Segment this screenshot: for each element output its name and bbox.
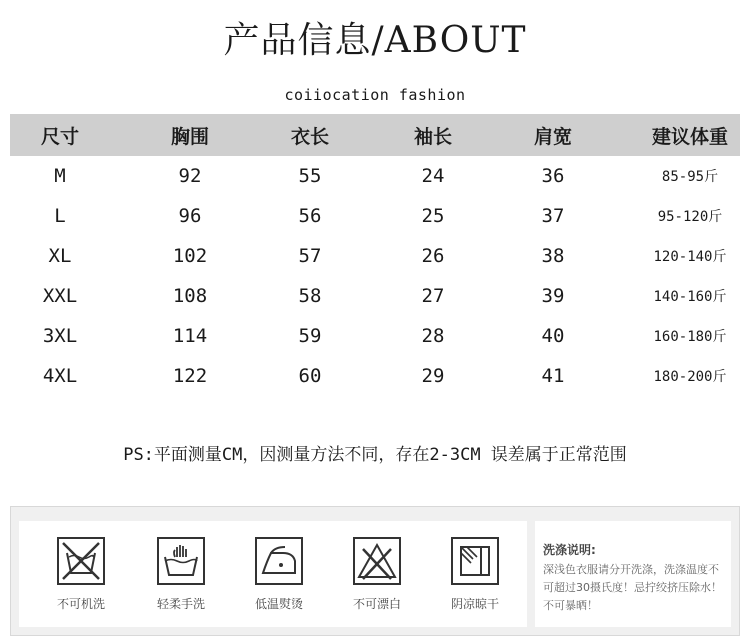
cell-chest: 96 [178,205,202,227]
cell-sleeve: 27 [421,285,445,307]
cell-weight: 85-95斤 [661,169,719,185]
wash-title: 洗涤说明: [543,543,596,557]
cell-size: M [54,165,66,187]
cell-sleeve: 26 [421,245,445,267]
table-row [10,316,740,356]
wash-text: 深浅色衣服请分开洗涤，洗涤温度不可超过30摄氏度！忌拧绞挤压除水！不可暴晒！ [543,563,722,612]
care-instructions-panel [10,506,740,636]
cell-size: XL [48,245,72,267]
cell-length: 57 [298,245,322,267]
column-header-sleeve: 袖长 [413,125,452,148]
cell-shoulder: 40 [541,325,565,347]
cell-shoulder: 38 [541,245,565,267]
cell-length: 58 [298,285,322,307]
table-row [10,236,740,276]
care-item-no-bleach [337,535,417,612]
cell-shoulder: 36 [541,165,565,187]
cell-shoulder: 37 [541,205,565,227]
care-item-hand-wash [141,535,221,612]
cell-sleeve: 25 [421,205,445,227]
no-bleach-icon [351,535,403,587]
column-header-size: 尺寸 [40,125,79,148]
care-label: 阴凉晾干 [450,597,499,611]
cell-length: 59 [298,325,322,347]
cell-size: L [54,205,66,227]
cell-weight: 140-160斤 [653,289,727,305]
cell-chest: 102 [172,245,208,267]
cell-length: 55 [298,165,322,187]
cell-size: 3XL [42,325,78,347]
cell-chest: 108 [172,285,208,307]
cell-size: 4XL [42,365,78,387]
cell-chest: 92 [178,165,202,187]
care-label: 不可机洗 [56,597,105,611]
cell-shoulder: 41 [541,365,565,387]
table-row [10,356,740,396]
no-machine-wash-icon [55,535,107,587]
measurement-note: PS:平面测量CM，因测量方法不同，存在2-3CM 误差属于正常范围 [123,445,627,465]
cell-sleeve: 24 [421,165,445,187]
cell-sleeve: 29 [421,365,445,387]
column-header-length: 衣长 [290,125,329,148]
wash-instructions [535,521,731,627]
cell-length: 60 [298,365,322,387]
column-header-chest: 胸围 [170,125,209,148]
cell-weight: 120-140斤 [653,249,727,265]
column-header-shoulder: 肩宽 [533,125,572,148]
care-item-no-machine-wash [41,535,121,612]
cell-chest: 114 [172,325,208,347]
care-label: 轻柔手洗 [156,597,205,611]
care-label: 不可漂白 [352,597,401,611]
cell-sleeve: 28 [421,325,445,347]
table-row [10,196,740,236]
cell-chest: 122 [172,365,208,387]
shade-dry-icon [449,535,501,587]
care-icons-area [19,521,527,627]
size-table [10,114,740,396]
cell-weight: 180-200斤 [653,369,727,385]
cell-weight: 160-180斤 [653,329,727,345]
care-item-low-iron [239,535,319,612]
care-item-shade-dry [435,535,515,612]
page-title: 产品信息/ABOUT [223,20,527,61]
table-header-row [10,114,740,156]
cell-shoulder: 39 [541,285,565,307]
table-row [10,276,740,316]
cell-size: XXL [42,285,78,307]
hand-wash-icon [155,535,207,587]
cell-weight: 95-120斤 [657,209,723,225]
care-label: 低温熨烫 [254,597,303,611]
brand-subtitle: coiiocation fashion [284,86,466,104]
cell-length: 56 [298,205,322,227]
table-row [10,156,740,196]
column-header-weight: 建议体重 [651,125,728,148]
low-iron-icon [253,535,305,587]
